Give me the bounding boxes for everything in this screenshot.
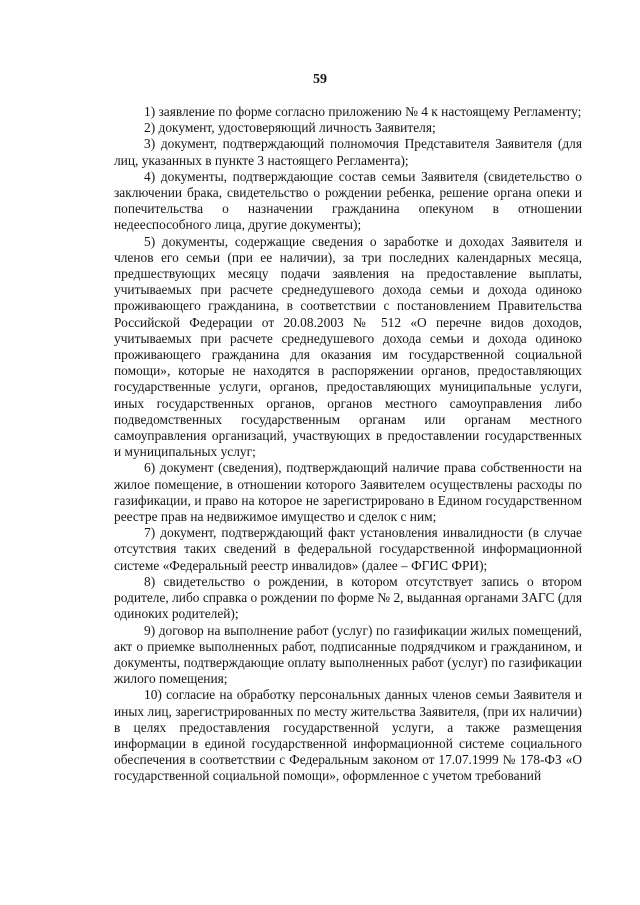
document-body: [114, 104, 582, 785]
list-item-10: 10) согласие на обработку персональных данных членов семьи Заявителя и иных лиц, зарегистрированных по месту жительства Заявителя, (при их наличии) в целях предоставления государственной услуги, а также размещения информации в единой государственной информационной системе социального обеспечения в соответствии с Федеральным законом от 17.07.1999 № 178-ФЗ «О государственной социальной помощи», оформленное с учетом требований: [114, 687, 582, 784]
list-item-6: 6) документ (сведения), подтверждающий наличие права собственности на жилое помещение, в отношении которого Заявителем осуществлены расходы по газификации, и право на которое не зарегистрировано в Едином государственном реестре прав на недвижимое имущество и сделок с ним;: [114, 460, 582, 525]
list-item-9: 9) договор на выполнение работ (услуг) по газификации жилых помещений, акт о приемке выполненных работ, подписанные подрядчиком и гражданином, и документы, подтверждающие оплату выполненных работ (услуг) по газификации жилого помещения;: [114, 622, 582, 687]
list-item-4: 4) документы, подтверждающие состав семьи Заявителя (свидетельство о заключении брака, свидетельство о рождении ребенка, решение органа опеки и попечительства о назначении гражданина опекуном в отношении недееспособного лица, другие документы);: [114, 168, 582, 233]
list-item-5: 5) документы, содержащие сведения о заработке и доходах Заявителя и членов его семьи (при ее наличии), за три последних календарных месяца, предшествующих месяцу подачи заявления на предоставление выплаты, учитываемых при расчете среднедушевого дохода семьи и дохода одиноко проживающего гражданина, в соответствии с постановлением Правительства Российской Федерации от 20.08.2003 № 512 «О перечне видов доходов, учитываемых при расчете среднедушевого дохода семьи и дохода одиноко проживающего гражданина для оказания им государственной социальной помощи», которые не находятся в распоряжении органов, предоставляющих государственные услуги, органов, предоставляющих муниципальные услуги, иных государственных органов, органов местного самоуправления либо подведомственных государственным органам или органам местного самоуправления организаций, участвующих в предоставлении государственных и муниципальных услуг;: [114, 233, 582, 460]
list-item-7: 7) документ, подтверждающий факт установления инвалидности (в случае отсутствия таких сведений в федеральной государственной информационной системе «Федеральный реестр инвалидов» (далее – ФГИС ФРИ);: [114, 525, 582, 573]
list-item-8: 8) свидетельство о рождении, в котором отсутствует запись о втором родителе, либо справка о рождении по форме № 2, выданная органами ЗАГС (для одиноких родителей);: [114, 573, 582, 622]
list-item-2: 2) документ, удостоверяющий личность Заявителя;: [144, 120, 436, 136]
list-item-1: 1) заявление по форме согласно приложению № 4 к настоящему Регламенту;: [144, 104, 582, 119]
page-number: 59: [313, 72, 327, 87]
list-item-3: 3) документ, подтверждающий полномочия Представителя Заявителя (для лиц, указанных в пункте 3 настоящего Регламента);: [114, 136, 582, 168]
